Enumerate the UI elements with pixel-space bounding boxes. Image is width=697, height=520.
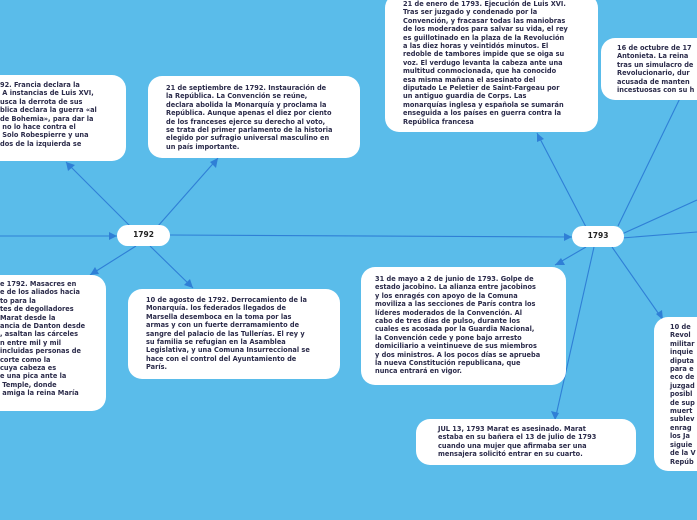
note-text: 21 de enero de 1793. Ejecución de Luis XVI. Tras ser juzgado y condenado por la Convención, y fracasar todas las maniobras de los moderados para salvar su vida, el rey es guillotinado en la plaza de la Revolución a las diez horas y veintidós minutos. El redoble de tambores impide que se oiga su voz. El verdugo levanta la cabeza ante una multitud conmocionada, que ha conocido esa misma mañana el asesinato del diputado Le Peletier de Saint-Fargeau por un antiguo guardia de Corps. Las monarquías inglesa y española se sumarán enseguida a los países en guerra contra la República francesa bbox=[403, 0, 568, 126]
note-text: 92. Francia declara la A instancias de Luis XVI, usca la derrota de sus blica declara la guerra «al de Bohemia», para dar la no lo hace contra el Solo Robespierre y una dos de la izquierda se bbox=[0, 81, 97, 148]
note-text: e 1792. Masacres en e de los aliados hacia to para la tes de degolladores Marat desde la ancia de Danton desde , asaltan las cárceles n entre mil y mil incluidas personas de corte como la cuya cabeza es e una pica ante la Temple, donde amiga la reina María bbox=[0, 280, 86, 398]
hub-1793[interactable] bbox=[572, 226, 624, 247]
note-text: 16 de octubre de 17 Antonieta. La reina tras un simulacro de Revolucionario, dur acusada de manten incestuosas con su h bbox=[617, 44, 695, 95]
note-1792-september-massacres[interactable] bbox=[0, 275, 106, 411]
note-text: 31 de mayo a 2 de junio de 1793. Golpe de estado jacobino. La alianza entre jacobinos y los enragés con apoyo de la Comuna moviliza a las secciones de París contra los líderes moderados de la Convención. Al cabo de tres días de pulso, durante los cuales es acosada por la Guardia Nacional, la Convención cede y pone bajo arresto domiciliario a veintinueve de sus miembros y dos ministros. A los pocos días se aprueba la nueva Constitución republicana, que nunca entrará en vigor. bbox=[375, 275, 541, 376]
connector bbox=[158, 158, 218, 226]
note-1793-05-31-jacobin-coup[interactable] bbox=[361, 267, 566, 385]
note-text: 21 de septiembre de 1792. Instauración de la República. La Convención se reúne, declara abolida la Monarquía y proclama la República. Aunque apenas el diez por ciento de los franceses ejerce su derecho al voto, se trata del primer parlamento de la historia elegido por sufragio universal masculino en un país importante. bbox=[166, 84, 333, 151]
connector bbox=[170, 235, 572, 237]
note-1793-10-16-marie-antoinette[interactable] bbox=[601, 38, 697, 100]
hub-label: 1793 bbox=[587, 231, 609, 240]
arrow-head-icon bbox=[555, 258, 565, 265]
note-1793-07-13-marat-assassinated[interactable] bbox=[416, 419, 636, 465]
hub-label: 1792 bbox=[133, 230, 154, 239]
hub-1792[interactable] bbox=[117, 225, 170, 246]
note-1792-09-21-republic[interactable] bbox=[148, 76, 360, 158]
arrow-head-icon bbox=[90, 267, 99, 275]
connector bbox=[66, 162, 130, 226]
note-1793-01-21-execution-louis-xvi[interactable] bbox=[385, 0, 598, 132]
note-text: 10 de Revol militar inquie diputa para e eco de juzgad posibl de sup muert sublev enrag los Ja siguie de la V Repúb bbox=[670, 323, 696, 466]
note-1792-08-10-monarchy-overthrow[interactable] bbox=[128, 289, 340, 379]
note-text: JUL 13, 1793 Marat es asesinado. Marat estaba en su bañera el 13 de julio de 1793 cuando una mujer que afirmaba ser una mensajera solicitó entrar en su cuarto. bbox=[438, 425, 597, 459]
note-text: 10 de agosto de 1792. Derrocamiento de la Monarquía. los federados llegados de Marsella desemboca en la toma por las armas y con un fuerte derramamiento de sangre del palacio de las Tullerías. El rey y su familia se refugian en la Asamblea Legislativa, y una Comuna Insurreccional se hace con el control del Ayuntamiento de París. bbox=[146, 296, 310, 372]
note-1792-declaration-of-war[interactable] bbox=[0, 75, 126, 161]
connector bbox=[622, 200, 697, 234]
connector bbox=[537, 133, 586, 227]
connector bbox=[618, 90, 684, 226]
connector bbox=[612, 247, 663, 320]
connector bbox=[150, 246, 193, 288]
note-1793-revolutionary-government[interactable] bbox=[654, 317, 697, 471]
arrow-head-icon bbox=[109, 232, 117, 240]
connector bbox=[622, 232, 697, 238]
arrow-head-icon bbox=[564, 233, 572, 241]
